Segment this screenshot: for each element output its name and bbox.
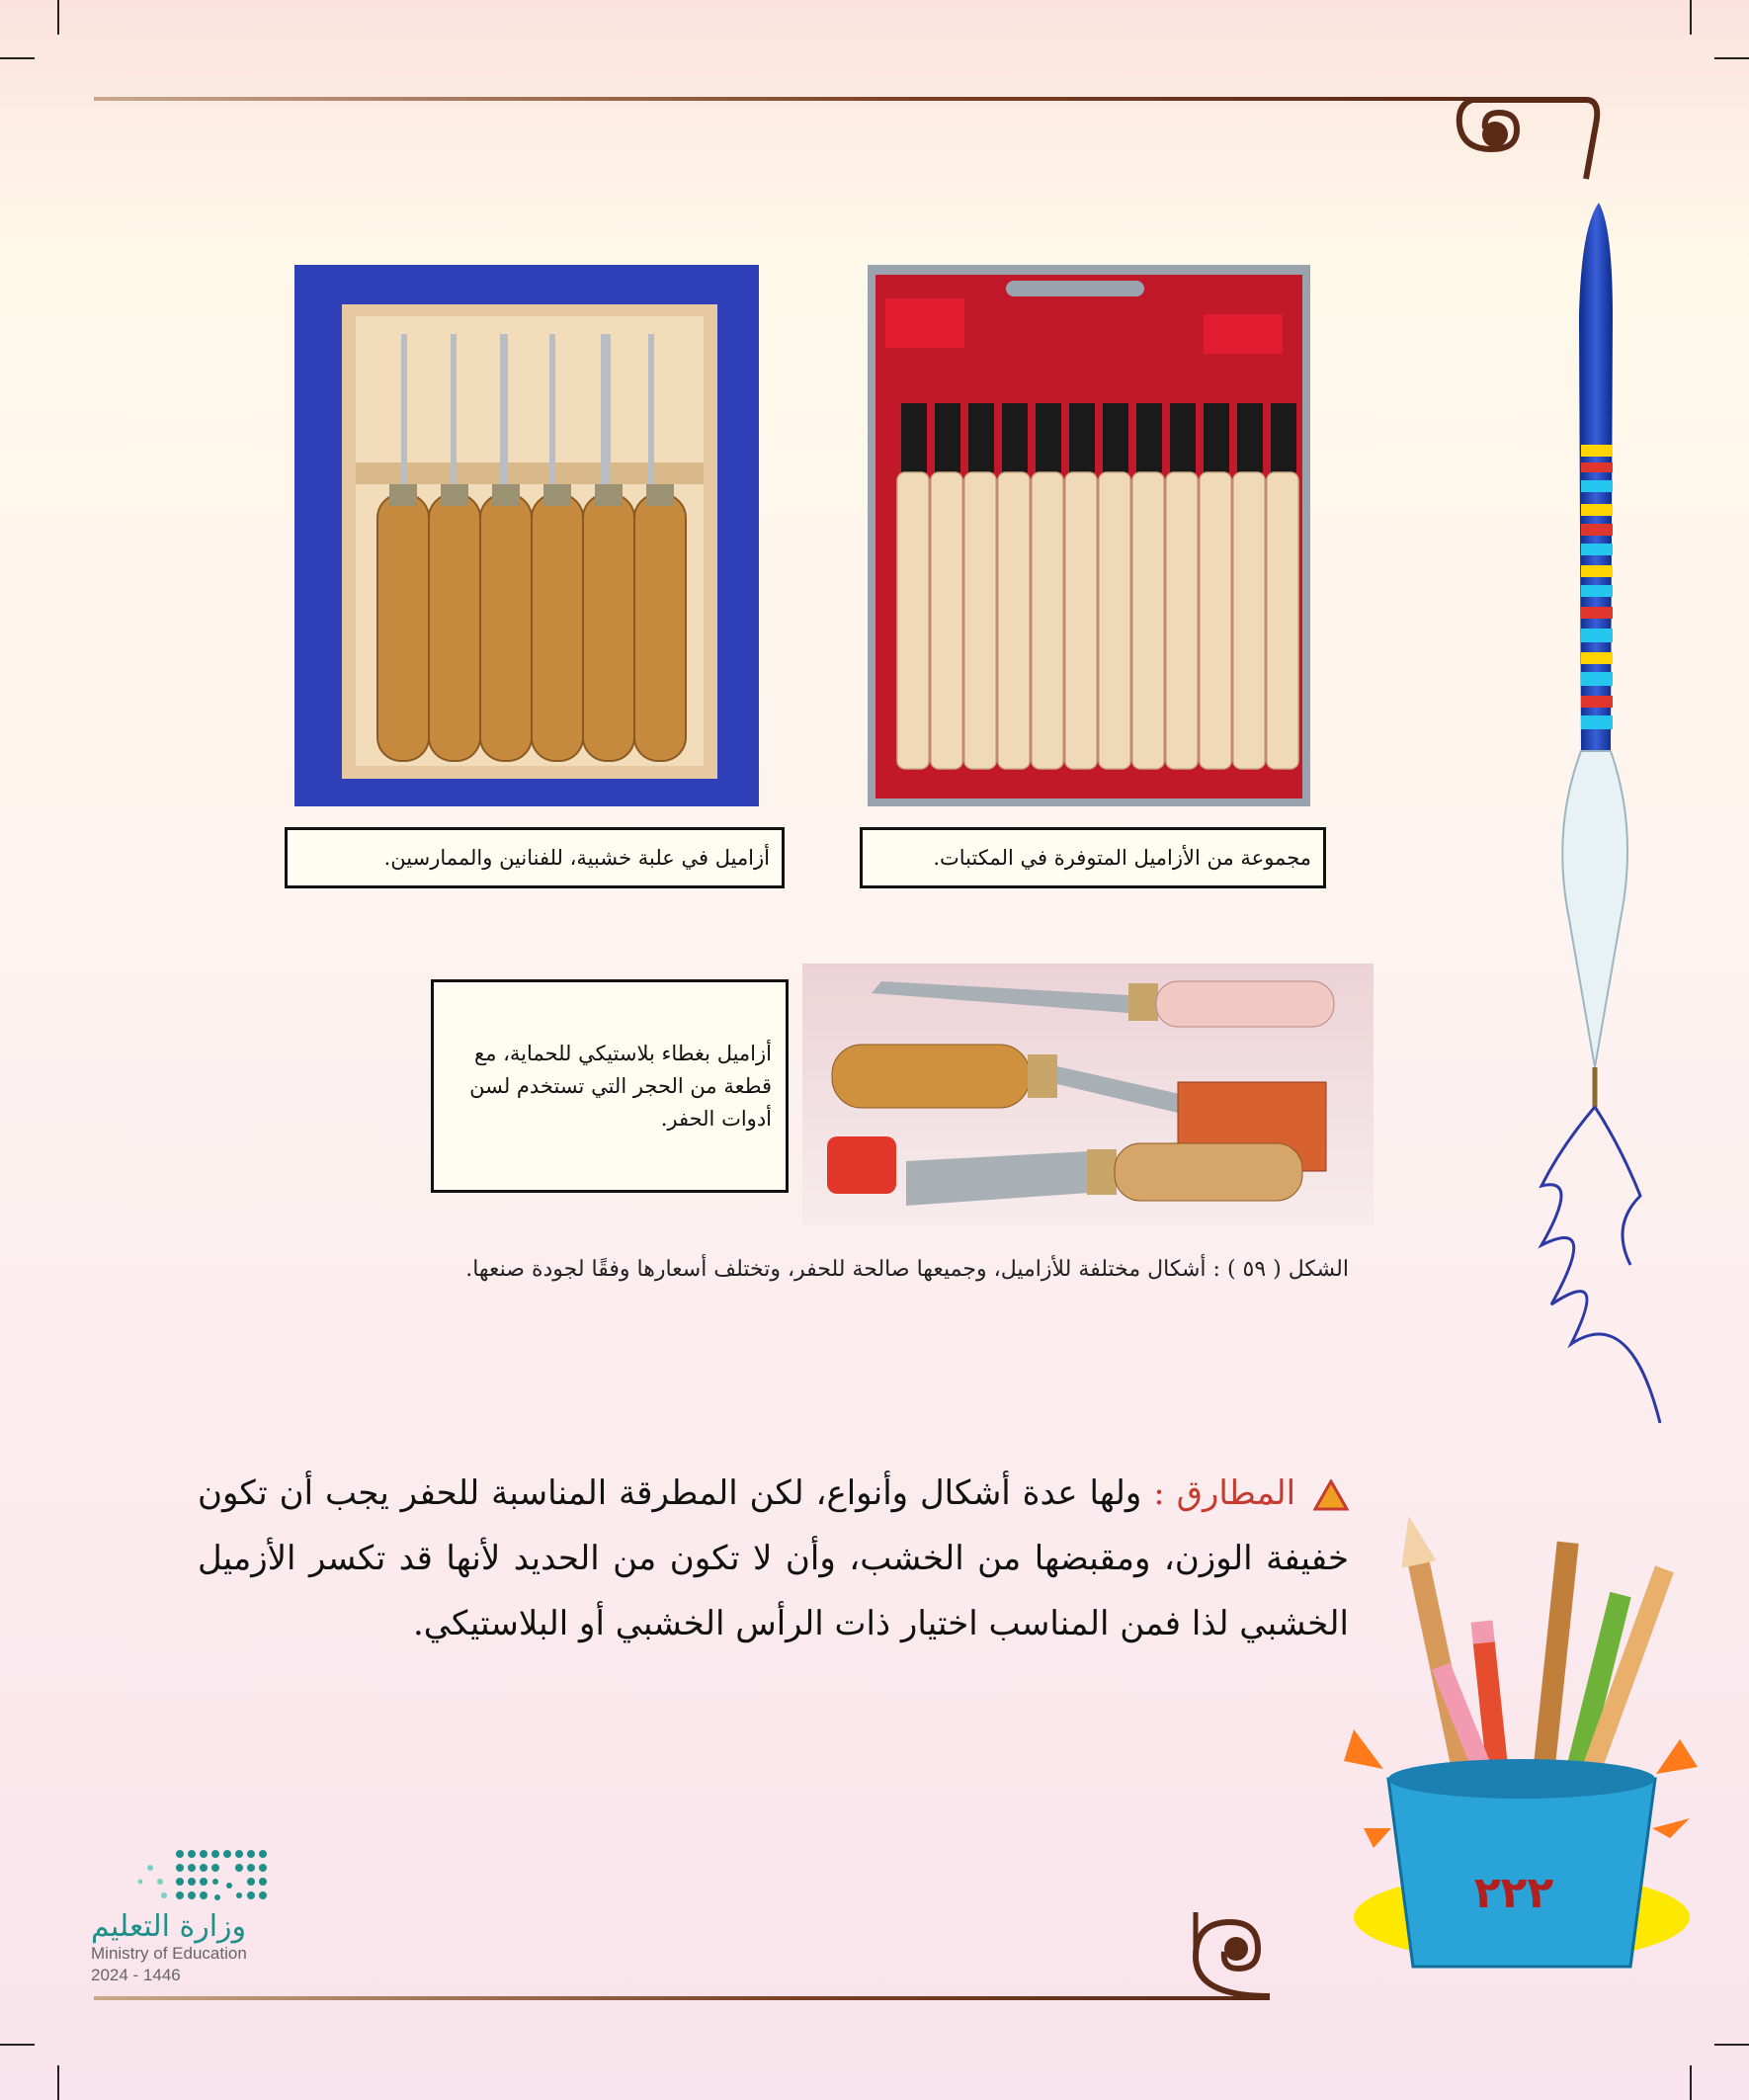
top-frame-line: [94, 97, 1472, 101]
edition-year: 2024 - 1446: [91, 1966, 181, 1984]
body-paragraph: [198, 1461, 1349, 1656]
crop-mark: [1690, 0, 1692, 35]
figure-caption: الشكل ( ٥٩ ) : أشكال مختلفة للأزاميل، وجميعها صالحة للحفر، وتختلف أسعارها وفقًا لجودة صنعها.: [465, 1257, 1349, 1282]
caption-red-card: [860, 827, 1326, 888]
hammers-description: ولها عدة أشكال وأنواع، لكن المطرقة المناسبة للحفر يجب أن تكون خفيفة الوزن، ومقبضها من الخشب، وأن لا تكون من الحديد لأنها قد تكسر الأزميل الخشبي لذا فمن المناسب اختيار ذات الرأس الخشبي أو البلاستيكي.: [198, 1473, 1349, 1643]
ministry-logo: [91, 1848, 348, 1985]
caption-wooden-box-text: أزاميل في علبة خشبية، للفنانين والممارسين.: [383, 846, 770, 870]
crop-mark: [0, 2044, 35, 2046]
page-number: ٢٢٢: [1473, 1868, 1554, 1918]
caption-wooden-box: [285, 827, 785, 888]
caption-sharpening-stone: [431, 979, 789, 1193]
caption-red-card-text: مجموعة من الأزاميل المتوفرة في المكتبات.: [933, 846, 1311, 870]
crop-mark: [1714, 2044, 1749, 2046]
ministry-dots-logo-icon: [91, 1848, 269, 1905]
ministry-name-arabic: وزارة التعليم: [91, 1909, 247, 1944]
ministry-name-english: Ministry of Education: [91, 1944, 247, 1963]
scroll-ornament-top: [1448, 95, 1616, 194]
caption-sharpening-stone-text: أزاميل بغطاء بلاستيكي للحماية، مع قطعة من الحجر التي تستخدم لسن أدوات الحفر.: [469, 1041, 772, 1131]
crop-mark: [1714, 57, 1749, 59]
crop-mark: [0, 57, 35, 59]
crop-mark: [57, 2065, 59, 2100]
photo-chisels-sharpening-stone: [802, 964, 1374, 1225]
term-hammers: المطارق :: [1153, 1473, 1296, 1513]
pen-illustration: [1522, 198, 1670, 1423]
crop-mark: [57, 0, 59, 35]
photo-chisels-wooden-box: [294, 265, 759, 806]
crop-mark: [1690, 2065, 1692, 2100]
scroll-ornament-bottom: [1181, 1897, 1290, 2006]
bottom-frame-line: [94, 1996, 1270, 2000]
photo-chisel-set-red-card: [868, 265, 1310, 806]
